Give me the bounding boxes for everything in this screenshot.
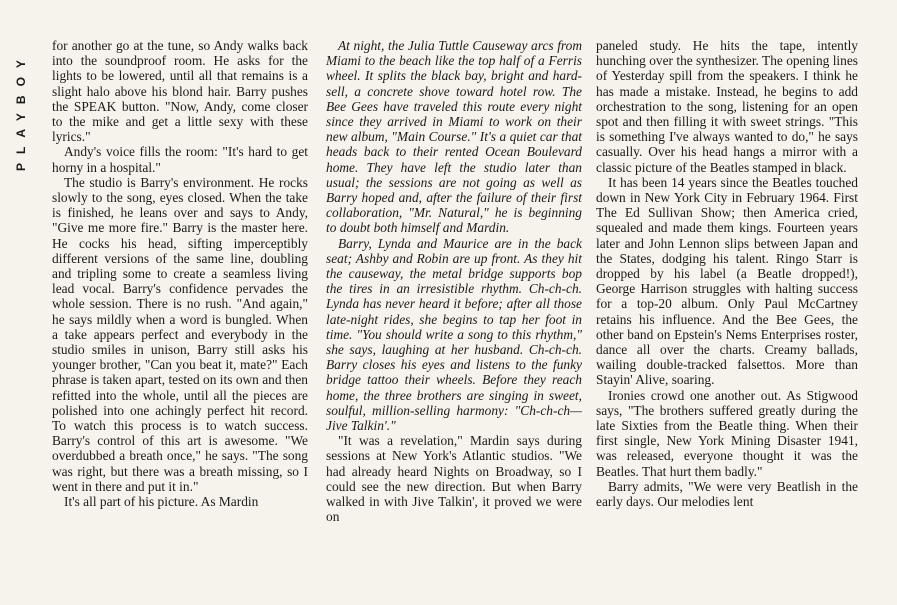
paragraph: At night, the Julia Tuttle Causeway arcs from Miami to the beach like the top half of a Ferris wheel. It splits the black bay, bright and hard-sell, a concrete shove toward hotel row. The Bee Gees have traveled this route every night since they arrived in Miami to work on their new album, "Main Course." It's a quiet car that heads back to their rented Ocean Boulevard home. They have left the studio later than usual; the sessions are not going as well as Barry hoped and, after the failure of their first collaboration, "Mr. Natural," he is beginning to doubt both himself and Mardin. [326,38,582,236]
paragraph: Andy's voice fills the room: "It's hard to get horny in a hospital." [52,144,308,175]
paragraph: The studio is Barry's environment. He rocks slowly to the song, eyes closed. When the take is finished, he leans over and says to Andy, "Give me more fire." Barry is the master here. He cocks his head, sifting imperceptibly different versions of the same line, doubling and tripling some to create a seamless living lead vocal. Barry's confidence pervades the whole session. There is no rush. "And again," he says mildly when a word is bungled. When a take appears perfect and everybody in the studio smiles in unison, Barry still asks his younger brother, "Can you beat it, mate?" Each phrase is taken apart, tested on its own and then refitted into the whole, until all the pieces are polished into one achingly perfect hit record. To watch this process is to watch success. Barry's control of this art is awesome. "We overdubbed a breath once," he says. "The song was right, but there was a breath missing, so I went in there and put it in." [52,174,308,494]
magazine-name: PLAYBOY [14,51,28,171]
magazine-name-sidebar [14,36,38,186]
paragraph: Barry, Lynda and Maurice are in the back seat; Ashby and Robin are up front. As they hit the causeway, the metal bridge supports bop the tires in an irresistible rhythm. Ch-ch-ch. Lynda has never heard it before; after all those late-night rides, she begins to tap her foot in time. "You should write a song to this rhythm," she says, laughing at her husband. Ch-ch-ch. Barry closes his eyes and listens to the funky bridge tattoo their wheels. Before they reach home, the three brothers are singing in sweet, soulful, million-selling harmony: "Ch-ch-ch—Jive Talkin'." [326,235,582,434]
paragraph: Ironies crowd one another out. As Stigwood says, "The brothers suffered greatly during the late Sixties from the Beatle thing. When their first single, New York Mining Disaster 1941, was released, everyone thought it was the Beatles. That hurt them badly." [596,387,858,479]
paragraph: It has been 14 years since the Beatles touched down in New York City in February 1964. First The Ed Sullivan Show; then America cried, squealed and made them kings. Fourteen years later and John Lennon slips between Japan and the States, dodging his talent. Ringo Starr is dropped by his label (a Beatle dropped!), George Harrison struggles with halting success for a top-20 album. Only Paul McCartney retains his influence. And the Bee Gees, the other band on Epstein's Nems Enterprises roster, dance all over the charts. Creamy ballads, wailing double-tracked falsettos. More than Stayin' Alive, soaring. [596,174,858,388]
article-column-1 [52,38,308,509]
paragraph: It's all part of his picture. As Mardin [64,494,259,510]
paragraph: "It was a revelation," Mardin says during sessions at New York's Atlantic studios. "We had already heard Nights on Broadway, so I could see the new direction. But when Barry walked in with Jive Talkin', it proved we were on [326,433,582,525]
paragraph: paneled study. He hits the tape, intently hunching over the synthesizer. The opening lines of Yesterday spill from the speakers. I think he has made a mistake. Instead, he begins to add orchestration to the song, listening for an open spot and then filling it with sweet strings. "This is something I've always wanted to do," he says casually. Over his head hangs a mirror with a classic picture of the Beatles stamped in black. [596,38,858,175]
article-column-2 [326,38,582,525]
paragraph: Barry admits, "We were very Beatlish in the early days. Our melodies lent [596,478,858,510]
article-column-3 [596,38,858,509]
paragraph: for another go at the tune, so Andy walks back into the soundproof room. He asks for the lights to be lowered, until all that remains is a slight halo above his blond hair. Barry pushes the SPEAK button. "Now, Andy, come closer to the mike and get a little sexy with these lyrics." [52,38,308,145]
